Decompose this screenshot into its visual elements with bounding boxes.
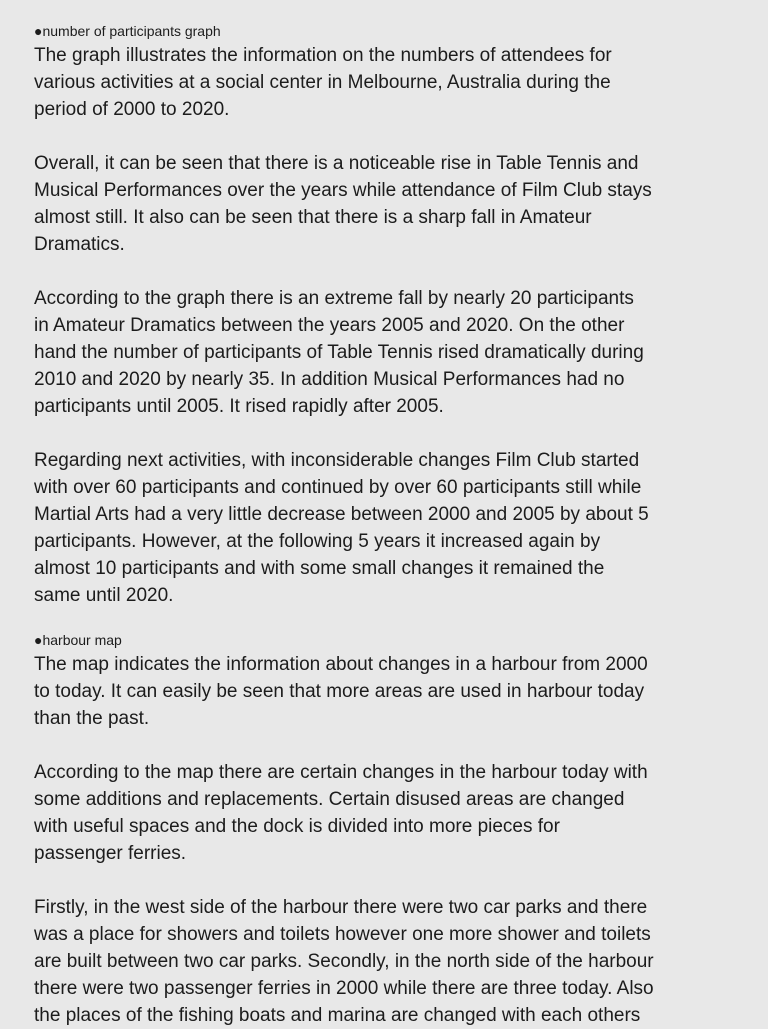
section-harbour-map (34, 629, 744, 1029)
section-participants-graph (34, 20, 744, 609)
paragraph: Overall, it can be seen that there is a noticeable rise in Table Tennis and Musical Performances over the years while attendance of Film Club stays almost still. It also can be seen that there is a sharp fall in Amateur Dramatics. (34, 153, 652, 255)
paragraph: Firstly, in the west side of the harbour there were two car parks and there was a place for showers and toilets however one more shower and toilets are built between two car parks. Secondly, in the north side of the harbour there were two passenger ferries in 2000 while there are three today. Also the places of the fishing boats and marina are changed with each others (34, 897, 654, 1026)
paragraph: According to the map there are certain changes in the harbour today with some additions and replacements. Certain disused areas are changed with useful spaces and the dock is divided into more pieces for passenger ferries. (34, 762, 648, 864)
paragraph: The graph illustrates the information on the numbers of attendees for various activities at a social center in Melbourne, Australia during the period of 2000 to 2020. (34, 45, 612, 120)
paragraph: According to the graph there is an extreme fall by nearly 20 participants in Amateur Dramatics between the years 2005 and 2020. On the other hand the number of participants of Table Tennis rised dramatically during 2010 and 2020 by nearly 35. In addition Musical Performances had no participants until 2005. It rised rapidly after 2005. (34, 288, 644, 417)
section-heading: ●number of participants graph (34, 23, 221, 39)
paragraph: Regarding next activities, with inconsiderable changes Film Club started with over 60 participants and continued by over 60 participants still while Martial Arts had a very little decrease between 2000 and 2005 by about 5 participants. However, at the following 5 years it increased again by almost 10 participants and with some small changes it remained the same until 2020. (34, 450, 649, 606)
section-heading: ●harbour map (34, 632, 122, 648)
paragraph: The map indicates the information about changes in a harbour from 2000 to today. It can easily be seen that more areas are used in harbour today than the past. (34, 654, 648, 729)
document-page (34, 20, 744, 1029)
